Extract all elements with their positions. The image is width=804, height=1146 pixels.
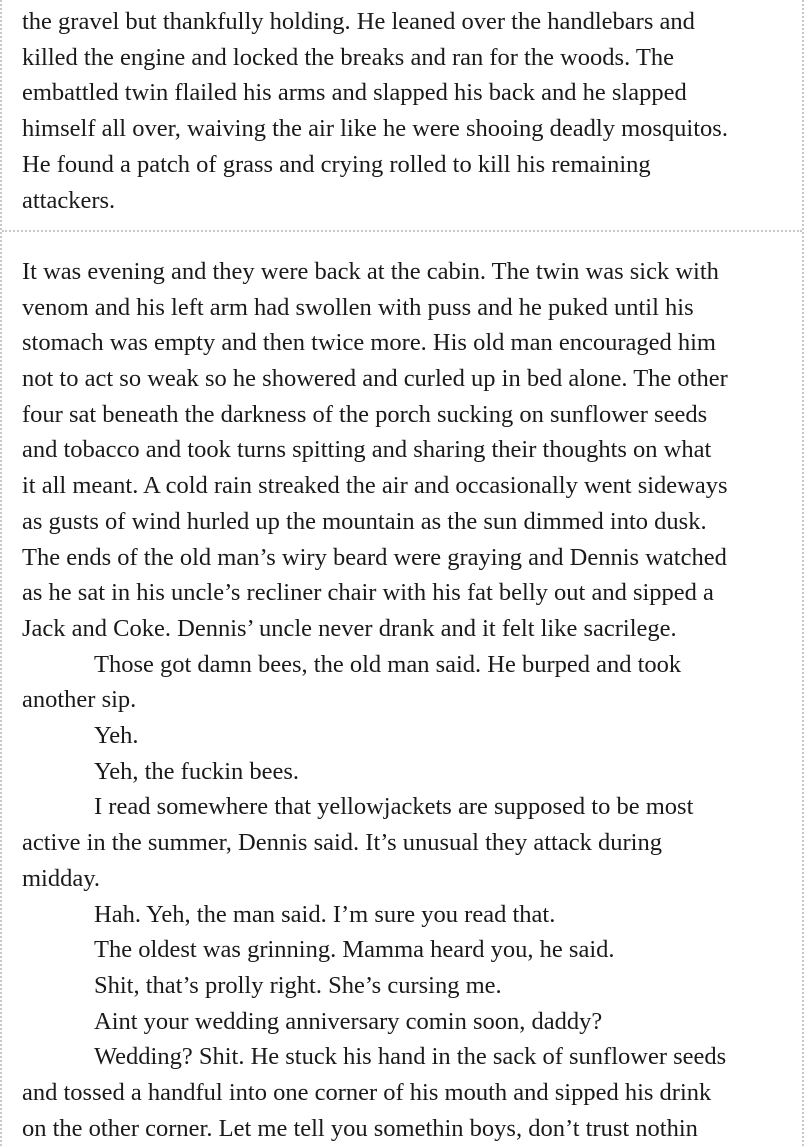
text-line: stomach was empty and then twice more. His old man encouraged him <box>22 329 716 357</box>
text-line: venom and his left arm had swollen with puss and he puked until his <box>22 293 694 321</box>
text-line: himself all over, waiving the air like he were shooing deadly mosquitos. <box>22 115 728 143</box>
dialogue-line: The oldest was grinning. Mamma heard you, he said. <box>94 936 615 964</box>
text-line: as he sat in his uncle’s recliner chair with his fat belly out and sipped a <box>22 579 714 607</box>
dialogue-line: I read somewhere that yellowjackets are supposed to be most <box>94 793 694 821</box>
text-line: killed the engine and locked the breaks and ran for the woods. The <box>22 43 674 71</box>
dialogue-continuation: midday. <box>22 864 101 892</box>
text-line: it all meant. A cold rain streaked the air and occasionally went sideways <box>22 472 728 500</box>
section-gap <box>22 218 792 254</box>
text-line: It was evening and they were back at the cabin. The twin was sick with <box>22 257 719 285</box>
text-line: the gravel but thankfully holding. He leaned over the handlebars and <box>22 8 695 35</box>
dialogue-line: Hah. Yeh, the man said. I’m sure you read that. <box>94 900 556 928</box>
dialogue-line: Wedding? Shit. He stuck his hand in the sack of sunflower seeds <box>94 1043 727 1071</box>
dialogue-line: Yeh, the fuckin bees. <box>94 757 300 785</box>
text-line: not to act so weak so he showered and curled up in bed alone. The other <box>22 365 728 393</box>
dialogue-line: Yeh. <box>94 722 139 750</box>
dialogue-continuation: active in the summer, Dennis said. It’s unusual they attack during <box>22 829 662 857</box>
dialogue-continuation: on the other corner. Let me tell you somethin boys, don’t trust nothin <box>22 1114 698 1142</box>
dialogue-line: Aint your wedding anniversary comin soon, daddy? <box>94 1007 603 1035</box>
text-line: as gusts of wind hurled up the mountain as the sun dimmed into dusk. <box>22 507 707 535</box>
text-line: The ends of the old man’s wiry beard were graying and Dennis watched <box>22 543 727 571</box>
dialogue-continuation: and tossed a handful into one corner of his mouth and sipped his drink <box>22 1079 712 1107</box>
dialogue-line: Shit, that’s prolly right. She’s cursing me. <box>94 971 502 999</box>
text-line: embattled twin flailed his arms and slapped his back and he slapped <box>22 79 687 107</box>
document-text <box>22 4 792 1146</box>
dialogue-line: Those got damn bees, the old man said. He burped and took <box>94 650 682 678</box>
dialogue-continuation: another sip. <box>22 686 137 714</box>
text-line: attackers. <box>22 186 116 214</box>
text-line: four sat beneath the darkness of the porch sucking on sunflower seeds <box>22 400 708 428</box>
text-line: He found a patch of grass and crying rolled to kill his remaining <box>22 150 651 178</box>
text-line: and tobacco and took turns spitting and sharing their thoughts on what <box>22 436 712 464</box>
text-line: Jack and Coke. Dennis’ uncle never drank and it felt like sacrilege. <box>22 614 677 642</box>
